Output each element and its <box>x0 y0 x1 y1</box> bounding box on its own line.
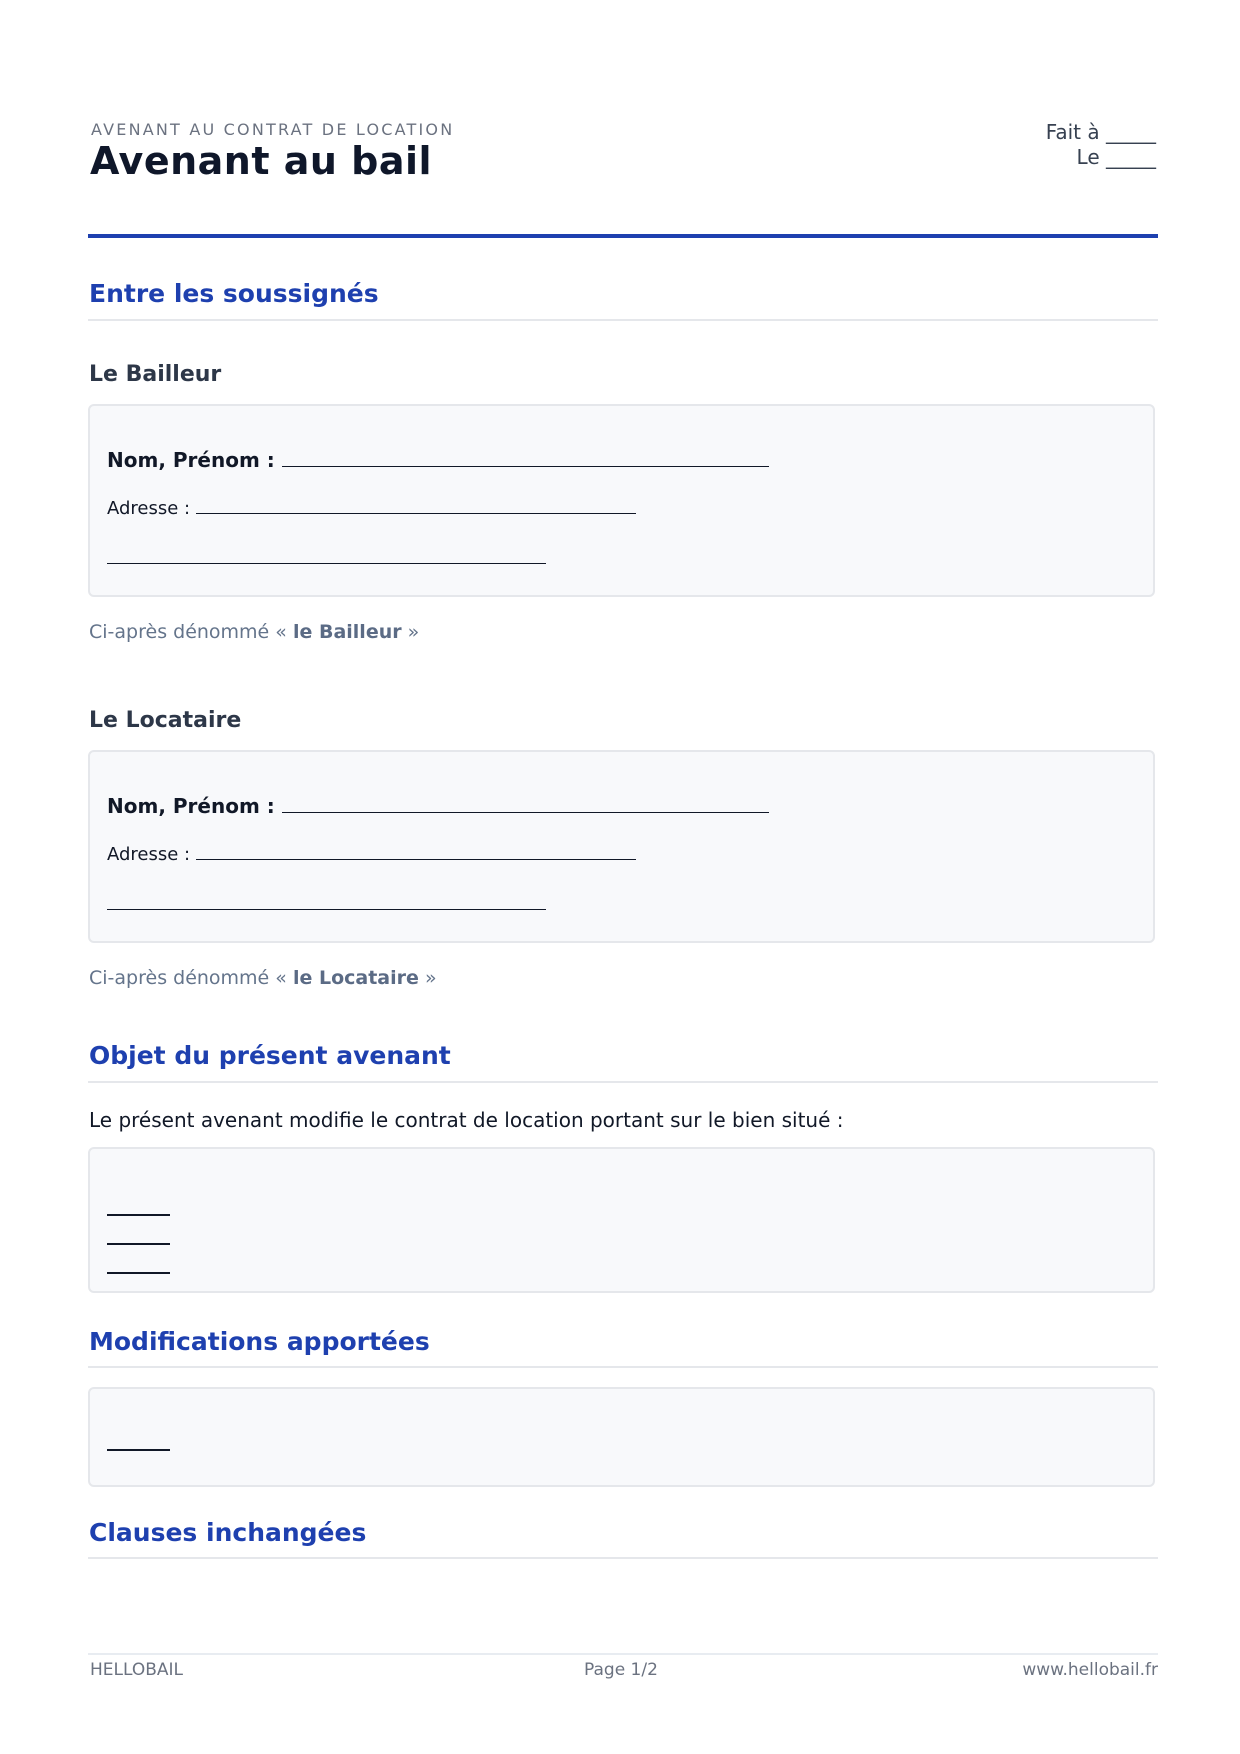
bailleur-address-row-2 <box>107 548 546 569</box>
section-divider <box>88 1557 1158 1559</box>
document-title: Avenant au bail <box>90 139 433 183</box>
date-line <box>1046 145 1156 170</box>
modifications-box <box>88 1387 1155 1487</box>
place-date-block <box>1046 120 1156 170</box>
section-divider <box>88 1081 1158 1083</box>
note-prefix: Ci-après dénommé « <box>89 967 287 989</box>
note-suffix: » <box>424 967 437 989</box>
bailleur-address-field[interactable] <box>196 512 636 514</box>
bailleur-heading: Le Bailleur <box>89 362 222 387</box>
locataire-designation <box>89 967 437 989</box>
bailleur-name-row <box>107 448 769 472</box>
note-suffix: » <box>407 621 420 643</box>
bailleur-designation <box>89 621 419 643</box>
property-address-line-3[interactable] <box>107 1272 170 1274</box>
locataire-address-field-2[interactable] <box>107 908 546 910</box>
section-heading-clauses: Clauses inchangées <box>89 1518 367 1547</box>
property-address-line-1[interactable] <box>107 1214 170 1216</box>
locataire-name-label: Nom, Prénom : <box>107 794 275 818</box>
locataire-address-field[interactable] <box>196 858 636 860</box>
property-address-box <box>88 1147 1155 1293</box>
modifications-line[interactable] <box>107 1449 170 1451</box>
date-field[interactable]: _____ <box>1106 145 1156 169</box>
bailleur-box <box>88 404 1155 597</box>
locataire-name-field[interactable] <box>282 811 769 813</box>
locataire-name-row <box>107 794 769 818</box>
section-heading-parties: Entre les soussignés <box>89 279 379 308</box>
note-prefix: Ci-après dénommé « <box>89 621 287 643</box>
note-bold: le Bailleur <box>292 621 402 643</box>
footer-page-number: Page 1/2 <box>584 1660 658 1680</box>
section-heading-objet: Objet du présent avenant <box>89 1041 451 1070</box>
locataire-box <box>88 750 1155 943</box>
header-rule <box>88 234 1158 238</box>
bailleur-name-field[interactable] <box>282 465 769 467</box>
bailleur-address-row <box>107 498 636 519</box>
objet-paragraph: Le présent avenant modifie le contrat de location portant sur le bien situé : <box>89 1108 844 1132</box>
locataire-address-row <box>107 844 636 865</box>
date-label: Le <box>1076 145 1100 169</box>
section-heading-modifications: Modifications apportées <box>89 1327 430 1356</box>
footer-rule <box>88 1653 1158 1655</box>
property-address-line-2[interactable] <box>107 1243 170 1245</box>
place-line <box>1046 120 1156 145</box>
place-label: Fait à <box>1045 120 1100 144</box>
locataire-address-row-2 <box>107 894 546 915</box>
section-divider <box>88 319 1158 321</box>
footer-website[interactable]: www.hellobail.fr <box>1022 1660 1158 1680</box>
place-field[interactable]: _____ <box>1106 120 1156 144</box>
locataire-heading: Le Locataire <box>89 708 242 733</box>
bailleur-name-label: Nom, Prénom : <box>107 448 275 472</box>
bailleur-address-field-2[interactable] <box>107 562 546 564</box>
footer-brand: HELLOBAIL <box>90 1660 184 1680</box>
note-bold: le Locataire <box>292 967 419 989</box>
section-divider <box>88 1366 1158 1368</box>
document-kicker: AVENANT AU CONTRAT DE LOCATION <box>91 120 455 139</box>
bailleur-address-label: Adresse : <box>107 498 191 519</box>
locataire-address-label: Adresse : <box>107 844 191 865</box>
